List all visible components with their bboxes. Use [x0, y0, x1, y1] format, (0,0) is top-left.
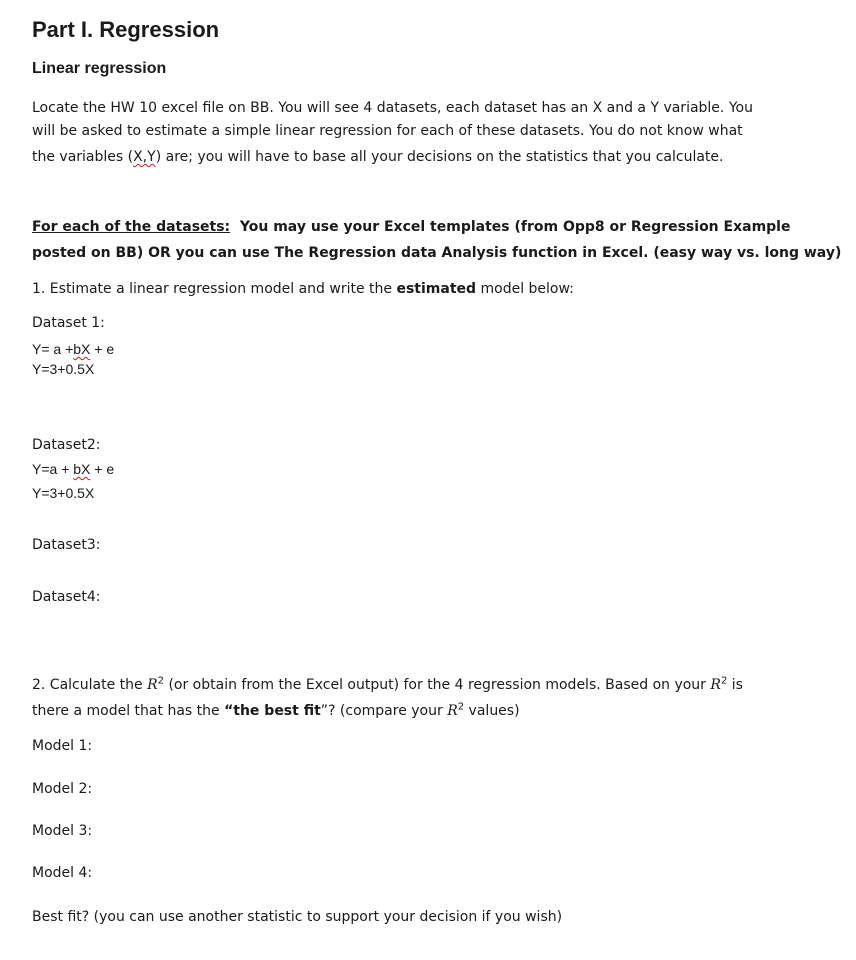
q2-text: ”? (compare your [320, 703, 448, 719]
r-symbol: R [147, 677, 158, 693]
r-symbol: R [447, 703, 458, 719]
superscript: 2 [720, 675, 728, 687]
spellcheck-word: bX [73, 341, 91, 357]
dataset-1-label: Dataset 1: [32, 315, 105, 331]
dataset-3-label: Dataset3: [32, 537, 101, 553]
model-text: Y=a + [32, 461, 74, 477]
model-4-label: Model 4: [32, 865, 93, 881]
dataset-4-label: Dataset4: [32, 589, 101, 605]
q2-text: there a model that has the [32, 703, 225, 719]
page-title: Part I. Regression [32, 17, 220, 42]
q1-bold: estimated [396, 281, 477, 297]
r-symbol: R [710, 677, 721, 693]
section-subtitle: Linear regression [32, 60, 167, 77]
spellcheck-word: bX [73, 461, 91, 477]
dataset-1-estimate: Y=3+0.5X [32, 361, 95, 377]
instructions-line-1 [32, 219, 790, 235]
q2-text: values) [464, 703, 520, 719]
dataset-1-model [32, 341, 114, 357]
intro-line-1: Locate the HW 10 excel file on BB. You will see 4 datasets, each dataset has an X and a Y variable. You [32, 100, 753, 116]
q2-text: 2. Calculate the [32, 677, 148, 693]
instructions-line-2: posted on BB) OR you can use The Regression data Analysis function in Excel. (easy way vs. long way) [32, 245, 842, 261]
q1-text: 1. Estimate a linear regression model and write the [32, 281, 397, 297]
q1-text: model below: [476, 281, 574, 297]
intro-text: the variables ( [32, 149, 134, 165]
question-2-line-1 [32, 677, 743, 693]
instructions-text: You may use your Excel templates (from Opp8 or Regression Example [230, 219, 791, 235]
q2-bold: “the best fit [224, 703, 321, 719]
q2-text: is [727, 677, 743, 693]
intro-line-2: will be asked to estimate a simple linear regression for each of these datasets. You do not know what [32, 123, 743, 139]
model-3-label: Model 3: [32, 823, 93, 839]
instructions-lead: For each of the datasets: [32, 219, 231, 235]
model-text: + e [90, 461, 115, 477]
model-2-label: Model 2: [32, 781, 93, 797]
intro-line-3 [32, 149, 723, 165]
question-2-line-2 [32, 703, 520, 719]
superscript: 2 [457, 701, 465, 713]
superscript: 2 [157, 675, 164, 687]
q2-text: (or obtain from the Excel output) for the 4 regression models. Based on your [164, 677, 711, 693]
dataset-2-estimate: Y=3+0.5X [32, 485, 95, 501]
question-1 [32, 281, 574, 297]
model-text: + e [90, 341, 115, 357]
model-1-label: Model 1: [32, 738, 93, 754]
model-text: Y= a + [32, 341, 74, 357]
dataset-2-label: Dataset2: [32, 437, 101, 453]
spellcheck-word: X,Y [133, 149, 156, 165]
best-fit-question: Best fit? (you can use another statistic to support your decision if you wish) [32, 909, 563, 925]
intro-text: ) are; you will have to base all your decisions on the statistics that you calculate. [155, 149, 724, 165]
dataset-2-model [32, 461, 114, 477]
